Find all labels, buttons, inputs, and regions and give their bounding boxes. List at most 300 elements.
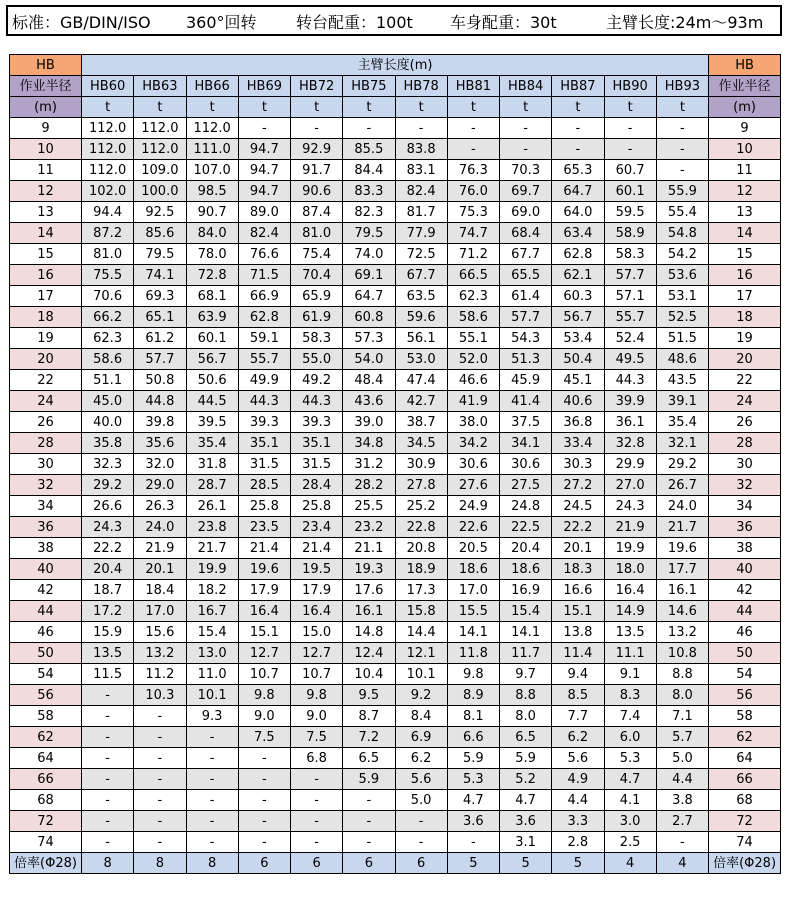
table-row (10, 790, 781, 811)
load-value-cell: 8.8 (500, 685, 552, 706)
load-value-cell: 7.5 (291, 727, 343, 748)
load-value-cell: 19.5 (291, 559, 343, 580)
load-value-cell: 3.8 (656, 790, 708, 811)
load-value-cell: 82.4 (395, 181, 447, 202)
load-value-cell: 9.8 (447, 664, 499, 685)
load-value-cell: 23.8 (186, 517, 238, 538)
load-value-cell: 50.6 (186, 370, 238, 391)
load-value-cell: 24.9 (447, 496, 499, 517)
load-value-cell: 32.3 (82, 454, 134, 475)
load-value-cell: 51.5 (656, 328, 708, 349)
load-value-cell: 39.0 (343, 412, 395, 433)
radius-cell-left: 18 (10, 307, 82, 328)
table-row (10, 454, 781, 475)
load-value-cell: - (82, 790, 134, 811)
load-value-cell: 87.2 (82, 223, 134, 244)
reeving-label-left: 倍率(Φ28) (10, 853, 82, 874)
load-value-cell: 57.7 (500, 307, 552, 328)
unit-cell: t (604, 97, 656, 118)
radius-cell-left: 56 (10, 685, 82, 706)
load-value-cell: 35.1 (291, 433, 343, 454)
reeving-value-cell: 4 (656, 853, 708, 874)
load-value-cell: 48.4 (343, 370, 395, 391)
load-value-cell: 18.7 (82, 580, 134, 601)
load-chart-table (9, 54, 781, 874)
load-value-cell: 4.1 (604, 790, 656, 811)
load-value-cell: - (238, 832, 290, 853)
load-value-cell: 7.4 (604, 706, 656, 727)
radius-cell-right: 19 (709, 328, 781, 349)
load-value-cell: 58.3 (604, 244, 656, 265)
load-value-cell: 63.4 (552, 223, 604, 244)
table-row (10, 328, 781, 349)
load-value-cell: 38.7 (395, 412, 447, 433)
unit-cell: t (134, 97, 186, 118)
load-value-cell: - (134, 706, 186, 727)
load-value-cell: - (238, 118, 290, 139)
load-value-cell: 74.1 (134, 265, 186, 286)
table-row (10, 223, 781, 244)
load-value-cell: 82.4 (238, 223, 290, 244)
load-value-cell: 60.7 (604, 160, 656, 181)
load-value-cell: 35.4 (656, 412, 708, 433)
load-value-cell: 71.5 (238, 265, 290, 286)
load-value-cell: 10.7 (291, 664, 343, 685)
radius-cell-right: 15 (709, 244, 781, 265)
load-value-cell: 91.7 (291, 160, 343, 181)
radius-cell-right: 56 (709, 685, 781, 706)
load-value-cell: 23.2 (343, 517, 395, 538)
load-value-cell: 24.0 (656, 496, 708, 517)
table-row (10, 433, 781, 454)
radius-cell-right: 54 (709, 664, 781, 685)
load-value-cell: - (186, 748, 238, 769)
radius-unit-right: (m) (709, 97, 781, 118)
load-value-cell: 8.0 (656, 685, 708, 706)
table-row (10, 517, 781, 538)
load-value-cell: 45.9 (500, 370, 552, 391)
load-value-cell: 18.6 (447, 559, 499, 580)
load-value-cell: 74.7 (447, 223, 499, 244)
reeving-value-cell: 8 (186, 853, 238, 874)
reeving-value-cell: 4 (604, 853, 656, 874)
load-value-cell: 94.7 (238, 160, 290, 181)
load-value-cell: - (447, 139, 499, 160)
load-value-cell: - (134, 790, 186, 811)
load-value-cell: 5.7 (656, 727, 708, 748)
load-value-cell: 8.9 (447, 685, 499, 706)
load-value-cell: 9.8 (291, 685, 343, 706)
column-header: HB66 (186, 76, 238, 97)
load-value-cell: 57.7 (134, 349, 186, 370)
load-value-cell: 15.5 (447, 601, 499, 622)
load-value-cell: 25.5 (343, 496, 395, 517)
reeving-value-cell: 5 (500, 853, 552, 874)
load-value-cell: 22.2 (552, 517, 604, 538)
load-value-cell: 52.5 (656, 307, 708, 328)
load-value-cell: 40.6 (552, 391, 604, 412)
table-row (10, 202, 781, 223)
radius-cell-left: 13 (10, 202, 82, 223)
load-value-cell: 8.3 (604, 685, 656, 706)
load-value-cell: 92.5 (134, 202, 186, 223)
table-row (10, 265, 781, 286)
load-value-cell: 31.5 (238, 454, 290, 475)
load-value-cell: 34.2 (447, 433, 499, 454)
load-value-cell: 5.0 (395, 790, 447, 811)
boom-length-header: 主臂长度(m) (82, 55, 709, 76)
load-value-cell: 36.8 (552, 412, 604, 433)
load-value-cell: 31.5 (291, 454, 343, 475)
load-value-cell: 30.6 (500, 454, 552, 475)
load-value-cell: 41.9 (447, 391, 499, 412)
radius-cell-right: 28 (709, 433, 781, 454)
radius-cell-right: 68 (709, 790, 781, 811)
load-value-cell: 6.0 (604, 727, 656, 748)
table-row (10, 580, 781, 601)
load-value-cell: 66.9 (238, 286, 290, 307)
unit-cell: t (186, 97, 238, 118)
load-value-cell: 60.3 (552, 286, 604, 307)
load-value-cell: 53.0 (395, 349, 447, 370)
unit-cell: t (656, 97, 708, 118)
load-value-cell: - (186, 727, 238, 748)
load-value-cell: 21.4 (291, 538, 343, 559)
load-value-cell: 92.9 (291, 139, 343, 160)
load-value-cell: 61.4 (500, 286, 552, 307)
load-value-cell: 3.6 (447, 811, 499, 832)
load-value-cell: 28.7 (186, 475, 238, 496)
radius-cell-right: 36 (709, 517, 781, 538)
load-value-cell: 26.7 (656, 475, 708, 496)
load-value-cell: 28.4 (291, 475, 343, 496)
radius-cell-left: 58 (10, 706, 82, 727)
load-value-cell: 21.4 (238, 538, 290, 559)
load-value-cell: 17.9 (238, 580, 290, 601)
load-value-cell: 10.7 (238, 664, 290, 685)
radius-cell-right: 30 (709, 454, 781, 475)
load-value-cell: 50.8 (134, 370, 186, 391)
load-value-cell: 18.0 (604, 559, 656, 580)
load-value-cell: 18.4 (134, 580, 186, 601)
table-row (10, 832, 781, 853)
load-value-cell: 27.5 (500, 475, 552, 496)
load-value-cell: 14.8 (343, 622, 395, 643)
load-value-cell: 15.0 (291, 622, 343, 643)
load-value-cell: 4.4 (552, 790, 604, 811)
unit-cell: t (238, 97, 290, 118)
load-value-cell: 100.0 (134, 181, 186, 202)
load-value-cell: 45.1 (552, 370, 604, 391)
reeving-value-cell: 5 (552, 853, 604, 874)
load-value-cell: 17.2 (82, 601, 134, 622)
column-header: HB90 (604, 76, 656, 97)
load-value-cell: 49.2 (291, 370, 343, 391)
load-value-cell: 32.8 (604, 433, 656, 454)
load-value-cell: 17.3 (395, 580, 447, 601)
load-value-cell: 69.0 (500, 202, 552, 223)
load-value-cell: 107.0 (186, 160, 238, 181)
load-value-cell: 49.5 (604, 349, 656, 370)
load-value-cell: 24.5 (552, 496, 604, 517)
load-value-cell: 67.7 (395, 265, 447, 286)
unit-cell: t (552, 97, 604, 118)
load-value-cell: 39.5 (186, 412, 238, 433)
table-row (10, 559, 781, 580)
header-row-units (10, 97, 781, 118)
radius-cell-left: 16 (10, 265, 82, 286)
load-value-cell: 44.5 (186, 391, 238, 412)
load-value-cell: 87.4 (291, 202, 343, 223)
load-value-cell: - (343, 832, 395, 853)
radius-cell-left: 74 (10, 832, 82, 853)
load-value-cell: 44.3 (238, 391, 290, 412)
load-value-cell: 62.3 (82, 328, 134, 349)
load-value-cell: 8.5 (552, 685, 604, 706)
load-value-cell: 17.0 (134, 601, 186, 622)
load-value-cell: 61.2 (134, 328, 186, 349)
load-value-cell: - (343, 790, 395, 811)
load-value-cell: 39.8 (134, 412, 186, 433)
load-value-cell: 62.8 (552, 244, 604, 265)
load-value-cell: 46.6 (447, 370, 499, 391)
radius-cell-right: 62 (709, 727, 781, 748)
load-value-cell: 31.8 (186, 454, 238, 475)
load-value-cell: 70.6 (82, 286, 134, 307)
load-value-cell: 10.1 (395, 664, 447, 685)
load-value-cell: 51.1 (82, 370, 134, 391)
radius-cell-left: 50 (10, 643, 82, 664)
load-value-cell: 7.1 (656, 706, 708, 727)
load-value-cell: 9.0 (238, 706, 290, 727)
load-value-cell: 39.3 (291, 412, 343, 433)
load-value-cell: 72.5 (395, 244, 447, 265)
load-value-cell: 9.8 (238, 685, 290, 706)
load-value-cell: - (500, 139, 552, 160)
table-row (10, 706, 781, 727)
table-row (10, 622, 781, 643)
radius-cell-right: 34 (709, 496, 781, 517)
load-value-cell: 43.6 (343, 391, 395, 412)
load-value-cell: - (395, 832, 447, 853)
load-value-cell: 34.8 (343, 433, 395, 454)
load-value-cell: 67.7 (500, 244, 552, 265)
column-header: HB75 (343, 76, 395, 97)
column-header: HB69 (238, 76, 290, 97)
load-value-cell: 90.6 (291, 181, 343, 202)
load-value-cell: 112.0 (82, 139, 134, 160)
load-value-cell: - (343, 811, 395, 832)
table-row (10, 307, 781, 328)
radius-cell-left: 68 (10, 790, 82, 811)
reeving-value-cell: 8 (82, 853, 134, 874)
load-value-cell: 3.0 (604, 811, 656, 832)
load-value-cell: - (82, 748, 134, 769)
table-row (10, 748, 781, 769)
load-value-cell: 64.0 (552, 202, 604, 223)
load-value-cell: 56.7 (186, 349, 238, 370)
load-value-cell: 69.7 (500, 181, 552, 202)
radius-cell-right: 22 (709, 370, 781, 391)
rotation-text: 360°回转 (186, 13, 257, 32)
load-value-cell: - (82, 685, 134, 706)
load-value-cell: 109.0 (134, 160, 186, 181)
load-value-cell: 94.4 (82, 202, 134, 223)
load-value-cell: 39.1 (656, 391, 708, 412)
header-row-columns (10, 76, 781, 97)
load-value-cell: 7.2 (343, 727, 395, 748)
radius-cell-right: 20 (709, 349, 781, 370)
radius-cell-left: 34 (10, 496, 82, 517)
radius-cell-left: 66 (10, 769, 82, 790)
load-value-cell: 47.4 (395, 370, 447, 391)
load-value-cell: 27.6 (447, 475, 499, 496)
load-value-cell: 79.5 (134, 244, 186, 265)
load-value-cell: 39.3 (238, 412, 290, 433)
table-row (10, 538, 781, 559)
radius-cell-right: 11 (709, 160, 781, 181)
load-value-cell: 20.5 (447, 538, 499, 559)
load-value-cell: 9.5 (343, 685, 395, 706)
load-value-cell: 51.3 (500, 349, 552, 370)
load-value-cell: 7.7 (552, 706, 604, 727)
load-value-cell: 58.3 (291, 328, 343, 349)
load-value-cell: 65.5 (500, 265, 552, 286)
radius-cell-right: 72 (709, 811, 781, 832)
load-value-cell: 15.6 (134, 622, 186, 643)
radius-cell-left: 36 (10, 517, 82, 538)
radius-cell-right: 64 (709, 748, 781, 769)
load-value-cell: 65.3 (552, 160, 604, 181)
load-value-cell: - (82, 811, 134, 832)
load-value-cell: 26.6 (82, 496, 134, 517)
radius-cell-left: 62 (10, 727, 82, 748)
load-value-cell: 26.3 (134, 496, 186, 517)
reeving-value-cell: 6 (395, 853, 447, 874)
radius-label-right: 作业半径 (709, 76, 781, 97)
radius-cell-right: 24 (709, 391, 781, 412)
load-value-cell: 35.4 (186, 433, 238, 454)
load-value-cell: 27.2 (552, 475, 604, 496)
radius-cell-right: 14 (709, 223, 781, 244)
radius-cell-right: 40 (709, 559, 781, 580)
radius-cell-left: 17 (10, 286, 82, 307)
unit-cell: t (447, 97, 499, 118)
radius-cell-left: 32 (10, 475, 82, 496)
column-header: HB63 (134, 76, 186, 97)
load-value-cell: 17.9 (291, 580, 343, 601)
load-value-cell: 77.9 (395, 223, 447, 244)
load-value-cell: 20.8 (395, 538, 447, 559)
table-row (10, 181, 781, 202)
load-value-cell: 24.0 (134, 517, 186, 538)
load-value-cell: - (238, 811, 290, 832)
load-value-cell: 5.6 (395, 769, 447, 790)
unit-cell: t (82, 97, 134, 118)
load-value-cell: - (134, 811, 186, 832)
load-value-cell: - (291, 118, 343, 139)
load-value-cell: - (291, 811, 343, 832)
load-value-cell: - (238, 790, 290, 811)
radius-cell-left: 42 (10, 580, 82, 601)
radius-cell-right: 17 (709, 286, 781, 307)
load-value-cell: 41.4 (500, 391, 552, 412)
load-value-cell: 43.5 (656, 370, 708, 391)
radius-cell-right: 58 (709, 706, 781, 727)
load-value-cell: 27.8 (395, 475, 447, 496)
load-value-cell: 21.1 (343, 538, 395, 559)
header-row-hb (10, 55, 781, 76)
load-value-cell: 6.5 (500, 727, 552, 748)
load-value-cell: 82.3 (343, 202, 395, 223)
load-value-cell: 36.1 (604, 412, 656, 433)
load-value-cell: 3.3 (552, 811, 604, 832)
table-row (10, 811, 781, 832)
load-value-cell: 8.1 (447, 706, 499, 727)
unit-cell: t (343, 97, 395, 118)
load-value-cell: 39.9 (604, 391, 656, 412)
table-row (10, 370, 781, 391)
load-value-cell: 22.5 (500, 517, 552, 538)
table-row (10, 664, 781, 685)
load-value-cell: 5.9 (343, 769, 395, 790)
load-value-cell: 14.1 (447, 622, 499, 643)
load-value-cell: 57.7 (604, 265, 656, 286)
load-value-cell: 30.6 (447, 454, 499, 475)
column-header: HB84 (500, 76, 552, 97)
radius-cell-right: 16 (709, 265, 781, 286)
load-value-cell: 4.9 (552, 769, 604, 790)
load-value-cell: 35.6 (134, 433, 186, 454)
load-value-cell: 65.9 (291, 286, 343, 307)
table-row (10, 391, 781, 412)
load-value-cell: - (447, 832, 499, 853)
load-value-cell: 16.4 (291, 601, 343, 622)
load-value-cell: 15.9 (82, 622, 134, 643)
load-value-cell: 64.7 (343, 286, 395, 307)
load-value-cell: 54.2 (656, 244, 708, 265)
column-header: HB78 (395, 76, 447, 97)
load-value-cell: 75.3 (447, 202, 499, 223)
load-value-cell: 4.7 (500, 790, 552, 811)
load-value-cell: 8.8 (656, 664, 708, 685)
load-value-cell: 9.3 (186, 706, 238, 727)
load-value-cell: - (134, 727, 186, 748)
load-value-cell: 76.3 (447, 160, 499, 181)
load-value-cell: 38.0 (447, 412, 499, 433)
load-value-cell: 4.4 (656, 769, 708, 790)
load-value-cell: 13.5 (604, 622, 656, 643)
load-value-cell: 11.1 (604, 643, 656, 664)
load-value-cell: 6.9 (395, 727, 447, 748)
load-value-cell: 5.6 (552, 748, 604, 769)
radius-cell-left: 24 (10, 391, 82, 412)
load-value-cell: 5.3 (604, 748, 656, 769)
load-value-cell: 10.3 (134, 685, 186, 706)
load-value-cell: 15.1 (238, 622, 290, 643)
column-header: HB72 (291, 76, 343, 97)
load-value-cell: 2.8 (552, 832, 604, 853)
table-row (10, 475, 781, 496)
load-value-cell: 15.8 (395, 601, 447, 622)
spec-header (6, 5, 782, 36)
load-value-cell: 59.1 (238, 328, 290, 349)
column-header: HB87 (552, 76, 604, 97)
load-value-cell: 12.4 (343, 643, 395, 664)
load-value-cell: - (656, 118, 708, 139)
radius-label-left: 作业半径 (10, 76, 82, 97)
load-value-cell: 69.3 (134, 286, 186, 307)
